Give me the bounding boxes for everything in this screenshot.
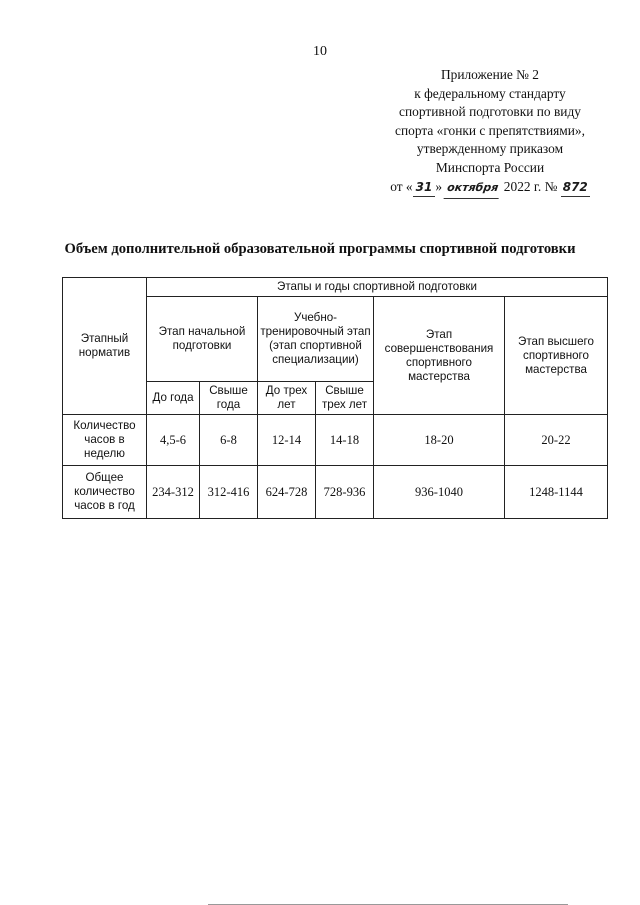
appendix-header [370, 66, 610, 198]
appendix-line: Приложение № 2 [440, 67, 540, 82]
order-date-line [370, 178, 610, 199]
year-header: Свыше трех лет [316, 382, 374, 415]
stage-training-header: Учебно-тренировочный этап (этап спортивной специализации) [258, 297, 374, 382]
order-day-handwritten: 31 [413, 178, 436, 198]
table-cell: 18-20 [374, 415, 505, 466]
appendix-line: утвержденному приказом [416, 141, 564, 157]
document-title: Объем дополнительной образовательной программы спортивной подготовки [64, 241, 576, 257]
page-number: 10 [313, 44, 327, 59]
table-cell: 14-18 [316, 415, 374, 466]
table-row [63, 415, 608, 466]
order-month-handwritten: октября [444, 179, 502, 199]
table-cell: 20-22 [505, 415, 608, 466]
stage-highest-header: Этап высшего спортивного мастерства [505, 297, 608, 415]
row-header-cell: Этапный норматив [63, 278, 147, 415]
program-volume-table [62, 277, 608, 519]
order-number-handwritten: 872 [561, 178, 590, 198]
year-header: Свыше года [200, 382, 258, 415]
year-header: До трех лет [258, 382, 316, 415]
row-label: Количество часов в неделю [63, 415, 147, 466]
appendix-line: к федеральному стандарту [414, 85, 566, 101]
table-row [63, 466, 608, 519]
order-mid: » [435, 178, 446, 194]
stage-initial-header: Этап начальной подготовки [147, 297, 258, 382]
stages-group-header: Этапы и годы спортивной подготовки [147, 278, 608, 297]
table-cell: 4,5-6 [147, 415, 200, 466]
table-cell: 624-728 [258, 466, 316, 519]
table-cell: 728-936 [316, 466, 374, 519]
table-cell: 1248-1144 [505, 466, 608, 519]
table-cell: 6-8 [200, 415, 258, 466]
year-header: До года [147, 382, 200, 415]
order-year: 2022 г. № [500, 178, 561, 194]
order-prefix: от « [390, 178, 413, 194]
table-cell: 936-1040 [374, 466, 505, 519]
appendix-line: спортивной подготовки по виду [399, 104, 581, 120]
appendix-line: Минспорта России [435, 159, 545, 175]
table-cell: 234-312 [147, 466, 200, 519]
stage-improvement-header: Этап совершенствования спортивного мастерства [374, 297, 505, 415]
appendix-line: спорта «гонки с препятствиями», [395, 122, 585, 138]
row-label: Общее количество часов в год [63, 466, 147, 519]
table-cell: 312-416 [200, 466, 258, 519]
table-cell: 12-14 [258, 415, 316, 466]
